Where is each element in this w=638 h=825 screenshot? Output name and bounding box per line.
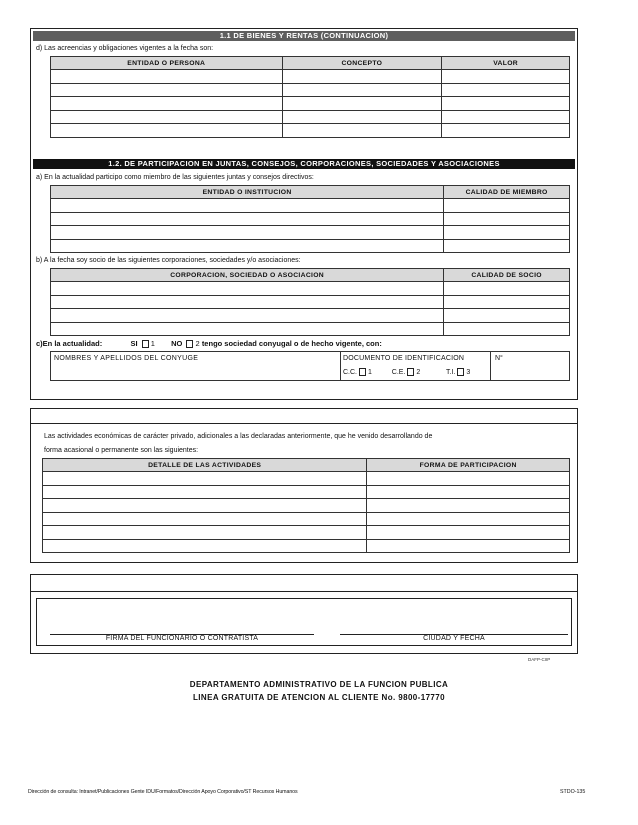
actividades-intro-line1: Las actividades económicas de carácter privado, adicionales a las declaradas anteriormente, que he venido desarrollando de (44, 433, 433, 440)
header-entidad-institucion: ENTIDAD O INSTITUCION (51, 186, 444, 199)
no-label: NO (171, 339, 183, 348)
header-corporacion: CORPORACION, SOCIEDAD O ASOCIACION (51, 269, 444, 282)
table-row (51, 282, 570, 296)
table-row (43, 499, 570, 513)
no-code: 2 (195, 339, 200, 348)
table-row (51, 97, 570, 111)
section-actividades-header-bar (30, 408, 578, 424)
actividades-table (42, 458, 570, 553)
table-row (51, 199, 570, 213)
header-calidad-socio: CALIDAD DE SOCIO (444, 269, 570, 282)
sociedades-table (50, 268, 570, 336)
footer-phone-line: LINEA GRATUITA DE ATENCION AL CLIENTE No. 9800-17770 (193, 693, 445, 702)
table-row (51, 212, 570, 226)
header-detalle-actividades: DETALLE DE LAS ACTIVIDADES (43, 459, 367, 472)
doc-number-label: N° (495, 355, 503, 362)
doc-cc-code: 1 (367, 369, 372, 376)
no-checkbox[interactable] (186, 340, 193, 348)
item-c-suffix: tengo sociedad conyugal o de hecho vigente, con: (201, 339, 382, 348)
header-concepto: CONCEPTO (282, 57, 442, 70)
table-row (43, 539, 570, 553)
table-row (51, 295, 570, 309)
table-row (51, 322, 570, 336)
doc-ti-code: 3 (466, 369, 471, 376)
footer-department: DEPARTAMENTO ADMINISTRATIVO DE LA FUNCION PUBLICA (189, 680, 449, 689)
table-row (51, 239, 570, 253)
table-row (43, 472, 570, 486)
item-c-prefix: c)En la actualidad: (36, 339, 103, 348)
section-participacion-title: 1.2. DE PARTICIPACION EN JUNTAS, CONSEJOS, CORPORACIONES, SOCIEDADES Y ASOCIACIONES (33, 159, 575, 169)
doc-id-label: DOCUMENTO DE IDENTIFICACION (343, 355, 465, 362)
table-row (51, 226, 570, 240)
footer-form-code: STDO-135 (560, 789, 586, 795)
section-firma-header-bar (30, 574, 578, 592)
juntas-table (50, 185, 570, 253)
actividades-intro-line2: forma acasional o permanente son las siguientes: (44, 447, 199, 454)
section-bienes-title: 1.1 DE BIENES Y RENTAS (CONTINUACION) (33, 31, 575, 41)
acreencias-table (50, 56, 570, 138)
header-forma-participacion: FORMA DE PARTICIPACION (367, 459, 570, 472)
signer-label: FIRMA DEL FUNCIONARIO O CONTRATISTA (105, 635, 259, 642)
form-code-small: DAFP-CIIP (528, 657, 551, 662)
si-code: 1 (150, 339, 155, 348)
table-row (43, 526, 570, 540)
header-calidad-miembro: CALIDAD DE MIEMBRO (444, 186, 570, 199)
spouse-name-label: NOMBRES Y APELLIDOS DEL CONYUGE (54, 355, 199, 362)
item-d-label: d) Las acreencias y obligaciones vigentes a la fecha son: (36, 45, 214, 52)
doc-ce-checkbox[interactable] (407, 368, 414, 376)
doc-ti-label: T.I. (446, 369, 456, 376)
header-entidad-persona: ENTIDAD O PERSONA (51, 57, 283, 70)
table-row (51, 110, 570, 124)
table-row (43, 512, 570, 526)
si-checkbox[interactable] (142, 340, 149, 348)
doc-cc-checkbox[interactable] (359, 368, 366, 376)
doc-types-row (343, 368, 470, 377)
si-label: SI (130, 339, 138, 348)
item-a-label: a) En la actualidad participo como miembro de las siguientes juntas y consejos directivos: (36, 174, 314, 181)
item-c-row (36, 339, 382, 349)
item-b-label: b) A la fecha soy socio de las siguientes corporaciones, sociedades y/o asociaciones: (36, 257, 301, 264)
doc-ce-code: 2 (416, 369, 421, 376)
footer-path: Dirección de consulta: Intranet/Publicaciones Gente IDU/Formatos/Dirección Apoyo Corporativo/ST Recursos Humanos (28, 789, 298, 795)
table-row (51, 124, 570, 138)
doc-ti-checkbox[interactable] (457, 368, 464, 376)
table-row (51, 309, 570, 323)
header-valor: VALOR (442, 57, 570, 70)
table-row (43, 485, 570, 499)
table-row (51, 70, 570, 84)
table-row (51, 83, 570, 97)
spouse-table (50, 351, 570, 381)
doc-cc-label: C.C. (343, 369, 357, 376)
doc-ce-label: C.E. (391, 369, 406, 376)
place-date-label: CIUDAD Y FECHA (423, 635, 485, 642)
